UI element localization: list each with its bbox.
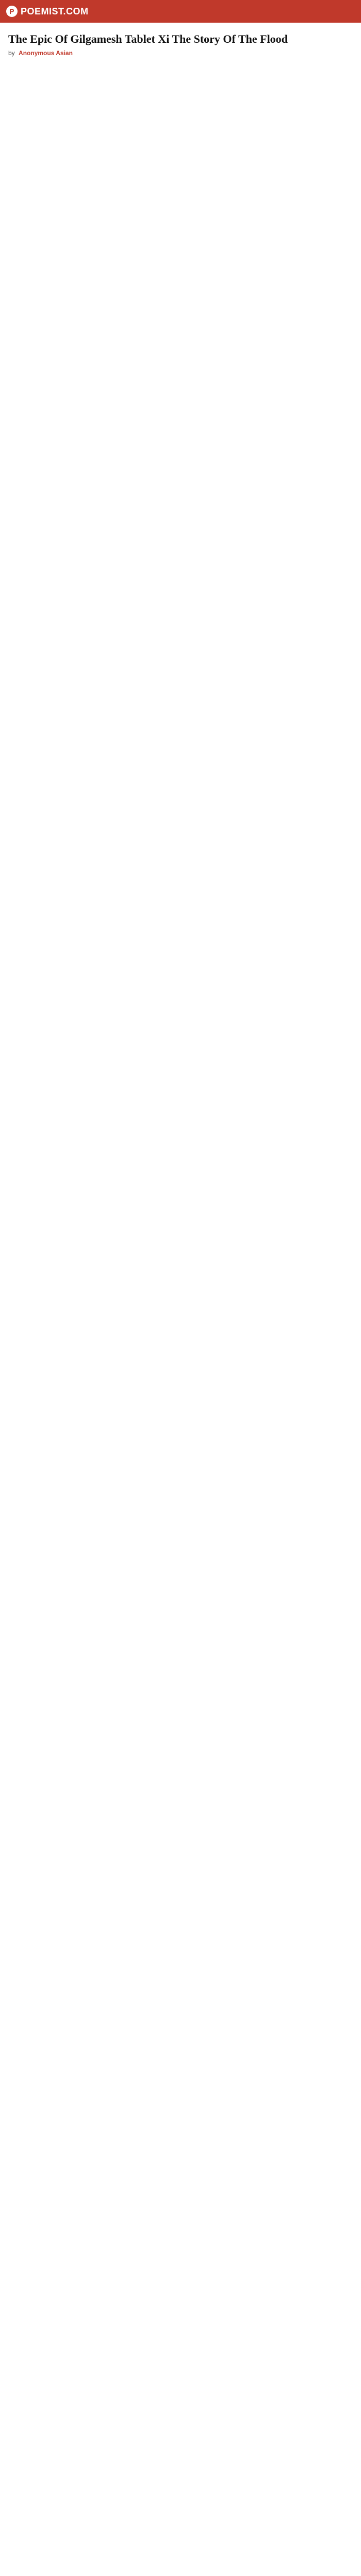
logo-icon: P [6, 6, 18, 17]
site-header [0, 0, 361, 23]
byline-prefix: by [8, 49, 15, 57]
site-logo[interactable] [6, 6, 89, 17]
poem-title: The Epic Of Gilgamesh Tablet Xi The Story Of The Flood [8, 32, 288, 45]
main-content [0, 23, 361, 2576]
poem-byline [8, 49, 353, 57]
author-link[interactable]: Anonymous Asian [19, 49, 73, 57]
site-name: POEMIST.COM [21, 6, 89, 16]
